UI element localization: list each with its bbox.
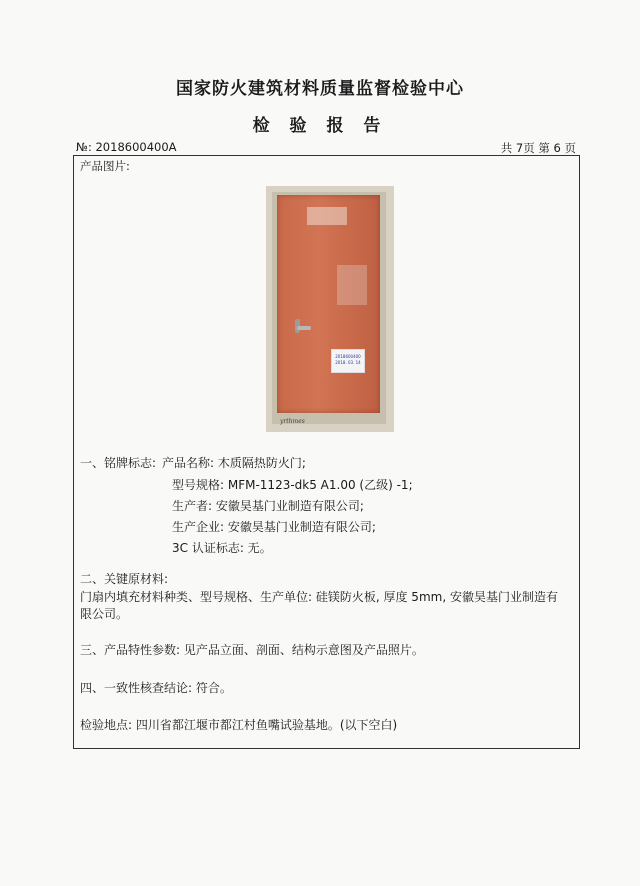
page-info: 共 7页 第 6 页 [500,141,576,155]
door-sample-sticker [331,349,365,373]
product-photo [266,186,394,432]
materials-line-2: 限公司。 [80,607,129,621]
door-leaf [277,195,380,413]
materials-line-1: 门扇内填充材料种类、型号规格、生产单位: 硅镁防火板, 厚度 5mm, 安徽昊基门业制造有 [80,590,558,604]
sticker-line: 2018. 03. 14 [335,360,361,365]
nameplate-heading: 一、铭牌标志: [80,456,157,470]
test-location: 检验地点: 四川省都江堰市都江村鱼嘴试验基地。(以下空白) [80,718,398,732]
producer: 生产者: 安徽昊基门业制造有限公司; [172,499,364,513]
model-spec: 型号规格: MFM-1123-dk5 A1.00 (乙级) -1; [172,478,413,492]
sticker-line: 2018600400 [335,354,361,359]
enterprise: 生产企业: 安徽昊基门业制造有限公司; [172,520,376,534]
characteristics: 三、产品特性参数: 见产品立面、剖面、结构示意图及产品照片。 [80,643,424,657]
door-scuff [337,265,367,305]
door-scuff [307,207,347,225]
product-name: 产品名称: 木质隔热防火门; [162,456,306,470]
materials-heading: 二、关键原材料: [80,572,169,586]
report-title: 检 验 报 告 [252,116,388,136]
door-handle-icon [297,326,311,330]
org-title: 国家防火建筑材料质量监督检验中心 [176,79,464,99]
conclusion: 四、一致性核查结论: 符合。 [80,681,232,695]
photo-signature: yrthmes [280,418,305,425]
report-number: №: 2018600400A [76,140,177,154]
nameplate-line-1 [80,454,306,471]
cert-mark: 3C 认证标志: 无。 [172,541,272,555]
photo-label: 产品图片: [80,159,130,173]
